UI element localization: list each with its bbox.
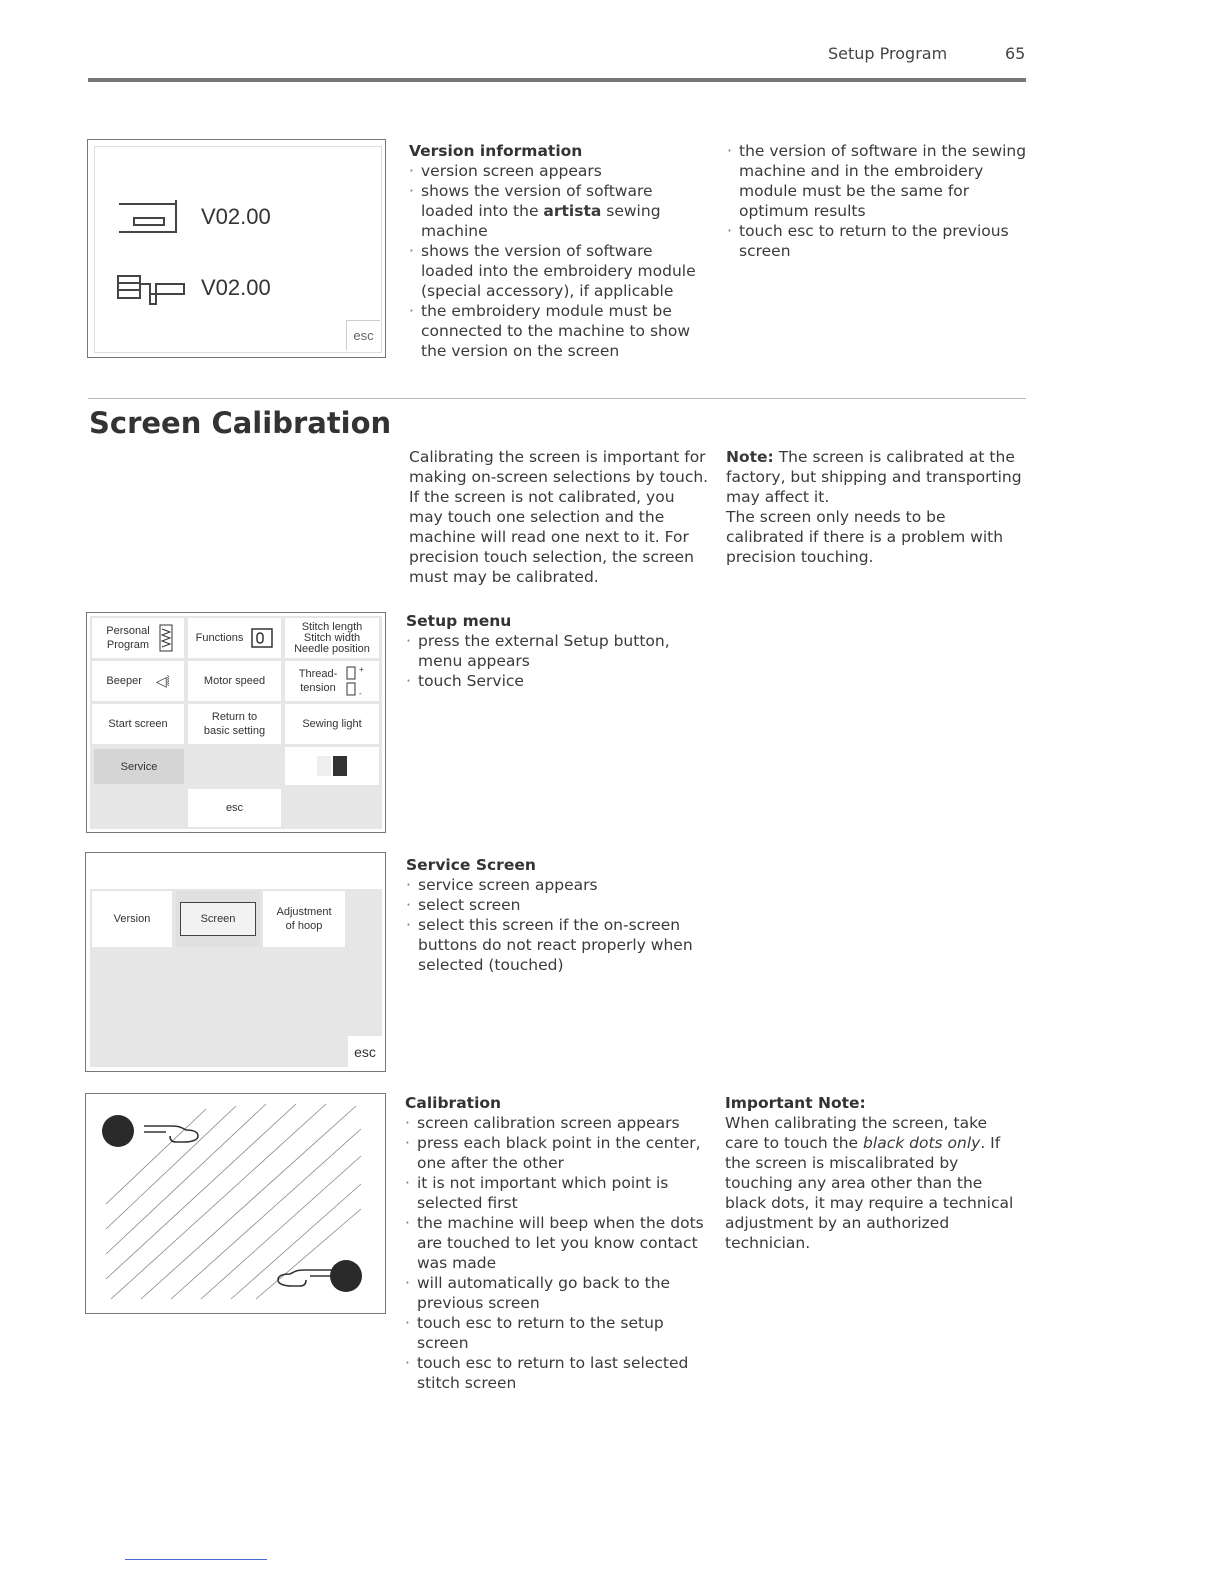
sewing-light-button[interactable]	[285, 704, 379, 744]
note-text: The screen is calibrated at the factory, but shipping and transporting may affect it.	[726, 448, 1022, 506]
functions-label: Functions	[195, 632, 244, 644]
service-screen-title: Service Screen	[406, 856, 536, 874]
motor-speed-label: Motor speed	[203, 675, 266, 687]
esc-button[interactable]: esc	[346, 320, 380, 350]
tension-icon	[345, 664, 367, 698]
version-info-text	[409, 141, 709, 361]
calibration-title: Calibration	[405, 1094, 502, 1112]
sewing-light-label: Sewing light	[302, 718, 362, 730]
functions-icon	[251, 628, 273, 648]
calibration-bullet: · the machine will beep when the dots are touched to let you know contact was made	[405, 1213, 705, 1273]
calibration-bullet: · press each black point in the center, one after the other	[405, 1133, 705, 1173]
header-rule	[88, 78, 1026, 82]
start-screen-button[interactable]	[92, 704, 184, 744]
setup-menu-screen	[86, 612, 386, 833]
svg-text:-: -	[359, 689, 362, 698]
note-text-2: The screen only needs to be calibrated if there is a problem with precision touching.	[726, 508, 1004, 566]
section-divider	[88, 398, 1026, 399]
version-bullet: · the version of software in the sewing machine and in the embroidery module must be the same for optimum results	[727, 141, 1027, 221]
calibration-dot-top-left[interactable]	[102, 1115, 134, 1147]
screen-button[interactable]	[176, 891, 260, 947]
service-label: Service	[120, 760, 158, 773]
stitch-width-label: Stitch width	[303, 631, 361, 644]
screen-label: Screen	[200, 913, 236, 925]
module-version: V02.00	[201, 275, 271, 300]
version-label: Version	[113, 913, 151, 925]
calibration-bullet: · touch esc to return to last selected stitch screen	[405, 1353, 705, 1393]
version-bullet: · touch esc to return to the previous screen	[727, 221, 1027, 261]
calibration-intro	[409, 447, 709, 587]
service-bullet: · select this screen if the on-screen buttons do not react properly when selected (touched)	[406, 915, 706, 975]
important-emphasis: black dots only	[863, 1134, 981, 1152]
version-info-text-right	[727, 141, 1027, 261]
personal-program-button[interactable]	[92, 618, 184, 658]
setup-menu-text	[406, 611, 706, 691]
calibration-bullet: · it is not important which point is selected first	[405, 1173, 705, 1213]
calibration-bullet: · screen calibration screen appears	[405, 1113, 705, 1133]
esc-button[interactable]	[188, 789, 281, 827]
running-header: Setup Program	[828, 44, 948, 63]
version-bullet-artista	[409, 181, 709, 241]
start-screen-label: Start screen	[108, 718, 168, 730]
section-heading: Screen Calibration	[89, 406, 392, 440]
esc-label: esc	[354, 1043, 376, 1060]
adjustment-label: Adjustment of hoop	[276, 906, 332, 932]
important-note	[725, 1093, 1025, 1253]
needle-position-label: Needle position	[294, 642, 370, 655]
setup-bullet: · touch Service	[406, 671, 706, 691]
calibration-dot-bottom-right[interactable]	[330, 1260, 362, 1292]
stitch-pattern-icon	[159, 624, 173, 652]
version-info-title: Version information	[409, 142, 583, 160]
sewing-machine-icon	[116, 196, 182, 236]
calibration-bullet: · touch esc to return to the setup screen	[405, 1313, 705, 1353]
svg-text:+: +	[359, 665, 364, 674]
stitch-settings-button[interactable]	[285, 618, 379, 658]
important-title: Important Note:	[725, 1094, 866, 1112]
functions-button[interactable]	[188, 618, 281, 658]
version-bullet: · version screen appears	[409, 161, 709, 181]
speaker-icon: ◁⦚	[155, 673, 170, 689]
thread-tension-label: Thread-tension	[298, 668, 338, 694]
calibration-text	[405, 1093, 705, 1393]
pointing-hand-icon	[274, 1264, 334, 1288]
important-text-after: . If the screen is miscalibrated by touching any area other than the black dots, it may require a technical adjustment by an authorized technician.	[725, 1134, 1014, 1252]
stitch-length-label: Stitch length	[301, 620, 363, 633]
service-screen-text	[406, 855, 706, 975]
service-button[interactable]	[94, 749, 184, 784]
light-toggle[interactable]	[285, 747, 379, 785]
embroidery-module-icon	[116, 270, 188, 306]
artista-bullet-text: shows the version of software loaded into the artista sewing machine	[421, 182, 661, 240]
return-basic-button[interactable]	[188, 704, 281, 744]
beeper-button[interactable]	[92, 661, 184, 701]
calibration-bullet: · will automatically go back to the previous screen	[405, 1273, 705, 1313]
important-text-before: When calibrating the screen, take care to touch the	[725, 1114, 988, 1152]
service-bullet: · select screen	[406, 895, 706, 915]
calibration-intro-text: Calibrating the screen is important for making on-screen selections by touch. If the screen is not calibrated, you may touch one selection and the machine will read one next to it. For precision touch selection, the screen must may be calibrated.	[409, 448, 709, 586]
motor-speed-button[interactable]	[188, 661, 281, 701]
calibration-screen	[85, 1093, 386, 1314]
service-screen	[85, 852, 386, 1072]
machine-version: V02.00	[201, 204, 271, 229]
version-bullet: · the embroidery module must be connected to the machine to show the version on the screen	[409, 301, 709, 361]
setup-menu-title: Setup menu	[406, 612, 512, 630]
version-button[interactable]	[92, 891, 172, 947]
pointing-hand-icon	[142, 1120, 202, 1144]
artista-word-inline: artista	[543, 202, 602, 220]
version-bullet: · shows the version of software loaded into the embroidery module (special accessory), if applicable	[409, 241, 709, 301]
beeper-label: Beeper	[106, 675, 142, 687]
note-label: Note:	[726, 448, 774, 466]
footer-line	[125, 1559, 267, 1560]
version-screen	[87, 139, 386, 358]
thread-tension-button[interactable]	[285, 661, 379, 701]
setup-bullet: · press the external Setup button, menu appears	[406, 631, 706, 671]
esc-button[interactable]	[348, 1036, 382, 1067]
service-bullet: · service screen appears	[406, 875, 706, 895]
esc-label: esc	[225, 802, 244, 814]
page-number: 65	[1005, 44, 1026, 63]
adjustment-of-hoop-button[interactable]	[263, 891, 345, 947]
return-basic-label: Return to basic setting	[203, 711, 266, 737]
personal-program-label: Personal Program	[106, 625, 150, 651]
calibration-note	[726, 447, 1026, 567]
